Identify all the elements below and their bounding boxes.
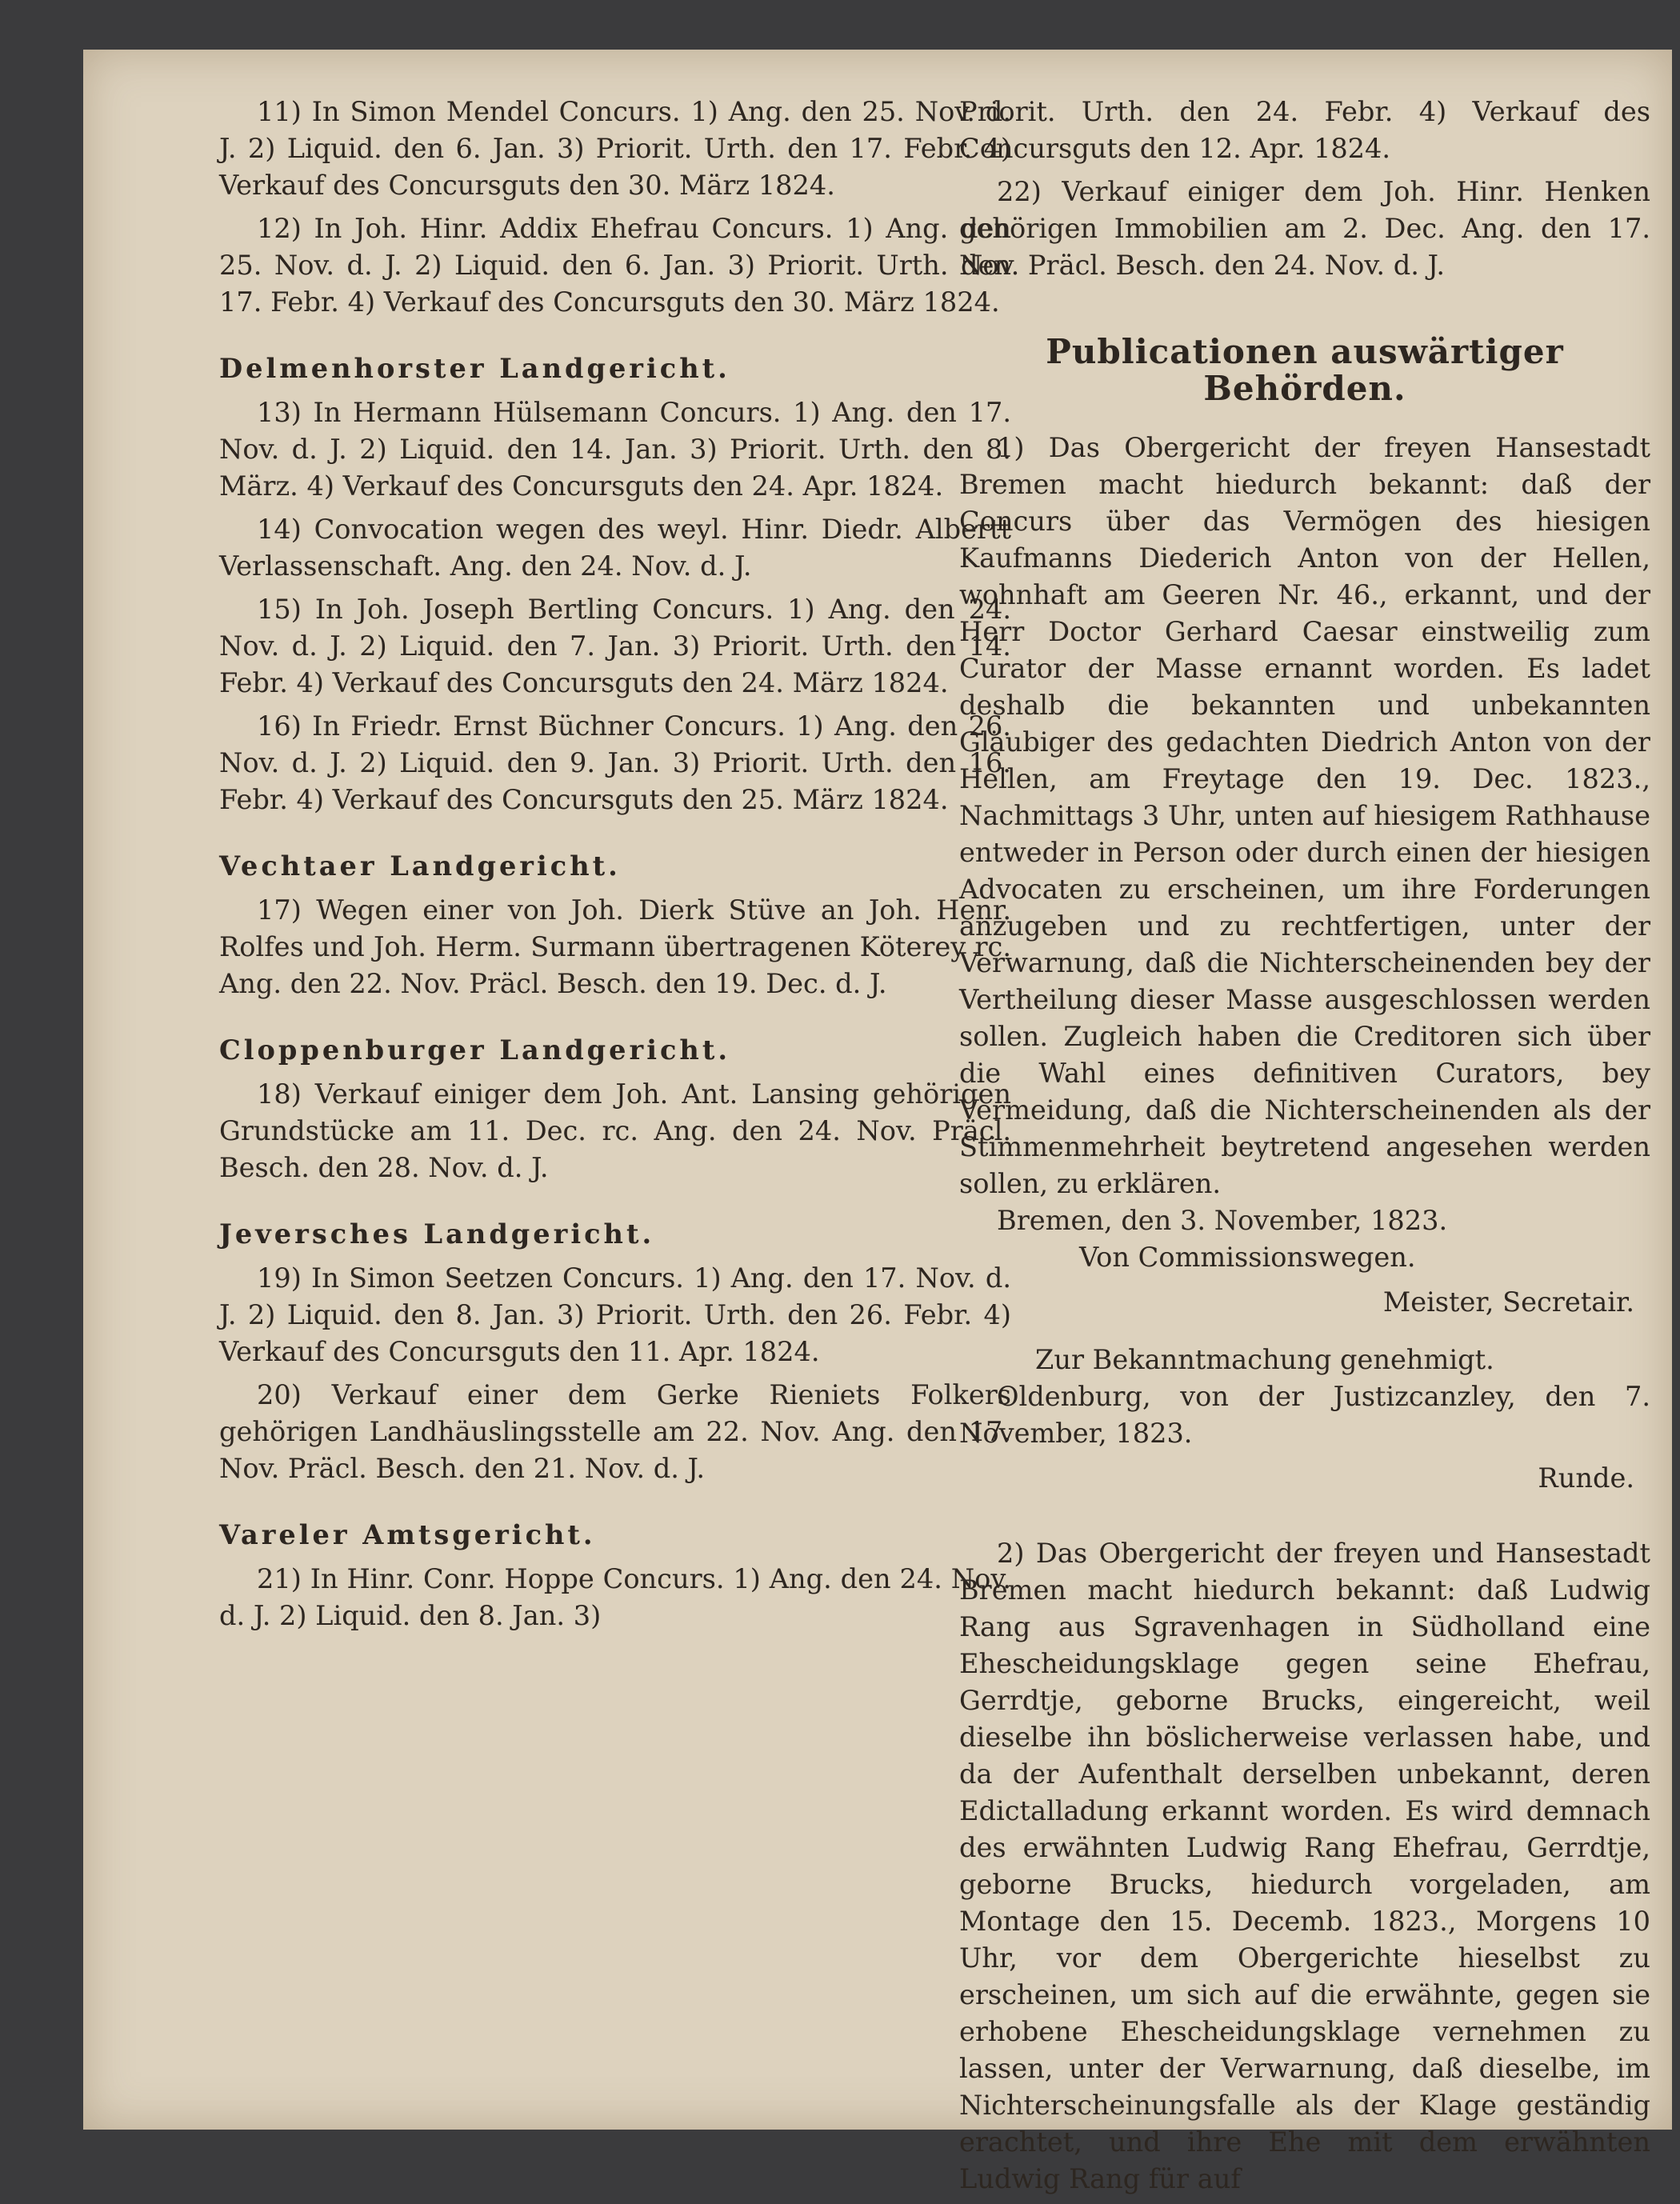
approval-note: Zur Bekanntmachung genehmigt. [1035, 1344, 1494, 1375]
heading-jever: Jeversches Landgericht. [219, 1218, 655, 1250]
heading-delmenhorst: Delmenhorster Landgericht. [219, 352, 730, 384]
publication-1-authority: Von Commissionswegen. [1079, 1242, 1416, 1273]
publication-1-place: Bremen, den 3. November, 1823. [997, 1205, 1448, 1236]
right-column [959, 94, 1650, 2204]
section-heading: Publicationen auswärtiger Behörden. [1046, 332, 1564, 408]
publication-1: 1) Das Obergericht der freyen Hansestadt Bremen macht hiedurch bekannt: daß der Concurs über das Vermögen des hiesigen Kaufmanns Diederich Anton von der Hellen, wohnhaft am Geeren Nr. 46., erkannt, und der Herr Doctor Gerhard Caesar einstweilig zum Curator der Masse ernannt worden. Es ladet deshalb die bekannten und unbekannten Gläubiger des gedachten Diedrich Anton von der Hellen, am Freytage den 19. Dec. 1823., Nachmittags 3 Uhr, unten auf hiesigem Rathhause entweder in Person oder durch einen der hiesigen Advocaten zu erscheinen, um ihre Forderungen anzugeben und zu rechtfertigen, unter der Verwarnung, daß die Nichterscheinenden bey der Vertheilung dieser Masse ausgeschlossen werden sollen. Zugleich haben die Creditoren sich über die Wahl eines definitiven Curators, bey Vermeidung, daß die Nichterscheinenden als der Stimmenmehrheit beytretend angesehen werden sollen, zu erklären. [959, 432, 1650, 1199]
approval-place: Oldenburg, von der Justizcanzley, den 7. November, 1823. [959, 1381, 1650, 1449]
entry-18: 18) Verkauf einiger dem Joh. Ant. Lansing gehörigen Grundstücke am 11. Dec. rc. Ang. den 24. Nov. Präcl. Besch. den 28. Nov. d. J. [219, 1078, 1011, 1183]
approval-signature: Runde. [1538, 1462, 1634, 1494]
entry-14: 14) Convocation wegen des weyl. Hinr. Diedr. Albertt Verlassenschaft. Ang. den 24. Nov. d. J. [219, 514, 1011, 582]
heading-varel: Vareler Amtsgericht. [219, 1518, 596, 1550]
entry-15: 15) In Joh. Joseph Bertling Concurs. 1) Ang. den 24. Nov. d. J. 2) Liquid. den 7. Jan. 3) Priorit. Urth. den 14. Febr. 4) Verkauf des Concursguts den 24. März 1824. [219, 594, 1011, 698]
newspaper-page [83, 50, 1672, 2194]
spacer [959, 1503, 1650, 1535]
entry-21: 21) In Hinr. Conr. Hoppe Concurs. 1) Ang. den 24. Nov. d. J. 2) Liquid. den 8. Jan. 3) [219, 1563, 1011, 1631]
entry-21-continued: Priorit. Urth. den 24. Febr. 4) Verkauf des Concursguts den 12. Apr. 1824. [959, 96, 1650, 164]
entry-11: 11) In Simon Mendel Concurs. 1) Ang. den 25. Nov. d. J. 2) Liquid. den 6. Jan. 3) Priorit. Urth. den 17. Febr. 4) Verkauf des Concursguts den 30. März 1824. [219, 96, 1011, 201]
entry-19: 19) In Simon Seetzen Concurs. 1) Ang. den 17. Nov. d. J. 2) Liquid. den 8. Jan. 3) Priorit. Urth. den 26. Febr. 4) Verkauf des Concursguts den 11. Apr. 1824. [219, 1262, 1011, 1367]
entry-13: 13) In Hermann Hülsemann Concurs. 1) Ang. den 17. Nov. d. J. 2) Liquid. den 14. Jan. 3) Priorit. Urth. den 8. März. 4) Verkauf des Concursguts den 24. Apr. 1824. [219, 397, 1011, 502]
heading-vechta: Vechtaer Landgericht. [219, 850, 621, 882]
left-column [219, 94, 1011, 1641]
entry-22: 22) Verkauf einiger dem Joh. Hinr. Henken gehörigen Immobilien am 2. Dec. Ang. den 17. Nov. Präcl. Besch. den 24. Nov. d. J. [959, 176, 1650, 281]
entry-17: 17) Wegen einer von Joh. Dierk Stüve an Joh. Henr. Rolfes und Joh. Herm. Surmann übertragenen Köterey rc. Ang. den 22. Nov. Präcl. Besch. den 19. Dec. d. J. [219, 894, 1011, 999]
entry-12: 12) In Joh. Hinr. Addix Ehefrau Concurs. 1) Ang. den 25. Nov. d. J. 2) Liquid. den 6. Jan. 3) Priorit. Urth. den 17. Febr. 4) Verkauf des Concursguts den 30. März 1824. [219, 213, 1011, 318]
entry-20: 20) Verkauf einer dem Gerke Rieniets Folkers gehörigen Landhäuslingsstelle am 22. Nov. Ang. den 17. Nov. Präcl. Besch. den 21. Nov. d. J. [219, 1379, 1011, 1484]
publication-1-signature: Meister, Secretair. [1382, 1286, 1634, 1318]
heading-cloppenburg: Cloppenburger Landgericht. [219, 1034, 731, 1066]
entry-16: 16) In Friedr. Ernst Büchner Concurs. 1) Ang. den 26. Nov. d. J. 2) Liquid. den 9. Jan. 3) Priorit. Urth. den 16. Febr. 4) Verkauf des Concursguts den 25. März 1824. [219, 710, 1011, 815]
publication-2: 2) Das Obergericht der freyen und Hansestadt Bremen macht hiedurch bekannt: daß Ludwig Rang aus Sgravenhagen in Südholland eine Ehescheidungsklage gegen seine Ehefrau, Gerrdtje, geborne Brucks, eingereicht, weil dieselbe ihn böslicherweise verlassen habe, und da der Aufenthalt derselben unbekannt, deren Edictalladung erkannt worden. Es wird demnach des erwähnten Ludwig Rang Ehefrau, Gerrdtje, geborne Brucks, hiedurch vorgeladen, am Montage den 15. Decemb. 1823., Morgens 10 Uhr, vor dem Obergerichte hieselbst zu erscheinen, um sich auf die erwähnte, gegen sie erhobene Ehescheidungsklage vernehmen zu lassen, unter der Verwarnung, daß dieselbe, im Nichterscheinungsfalle als der Klage geständig erachtet, und ihre Ehe mit dem erwähnten Ludwig Rang für auf [959, 1538, 1650, 2194]
